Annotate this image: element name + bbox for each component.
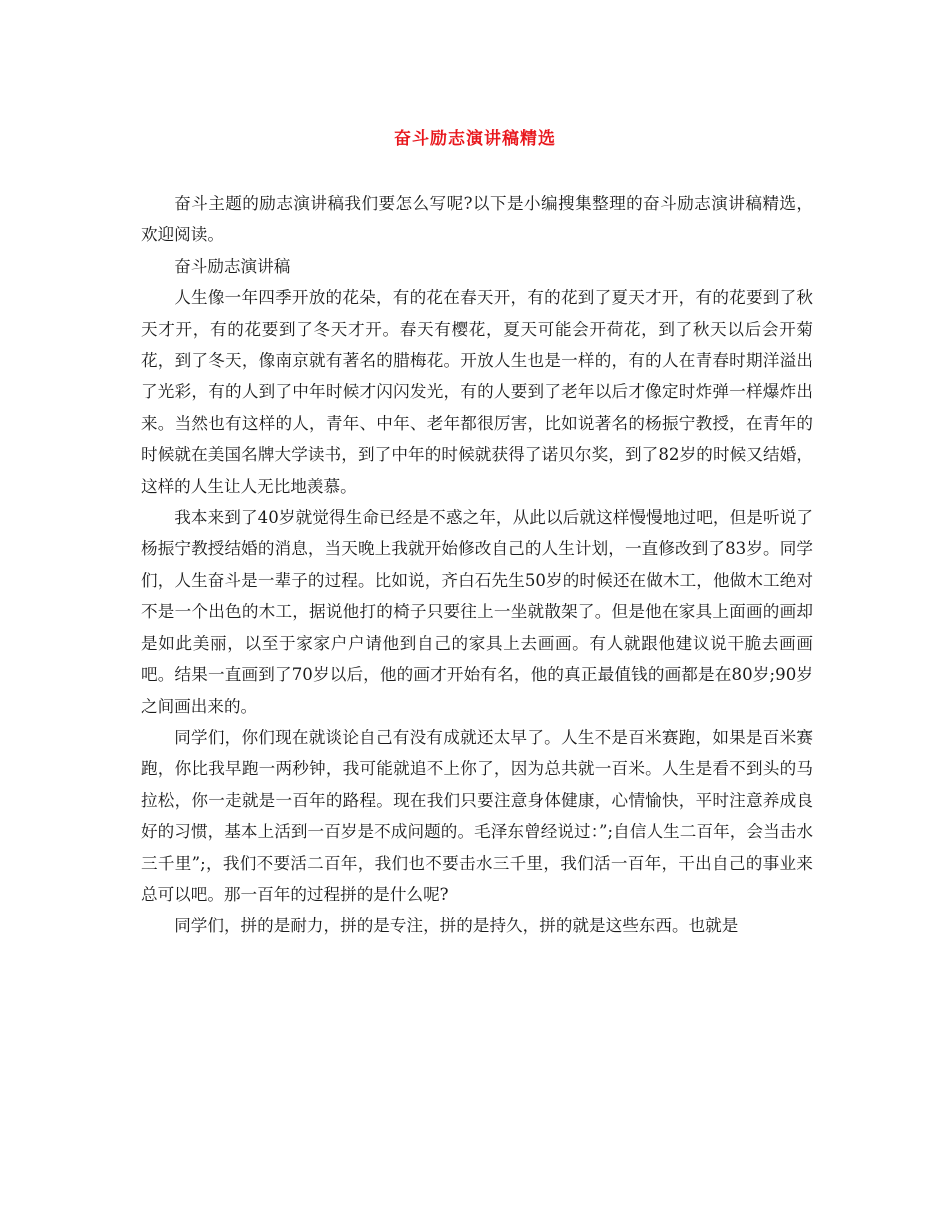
body-paragraph: 同学们，你们现在就谈论自己有没有成就还太早了。人生不是百米赛跑，如果是百米赛跑，你比我早跑一两秒钟，我可能就追不上你了，因为总共就一百米。人生是看不到头的马拉松，你一走就是一百年的路程。现在我们只要注意身体健康，心情愉快，平时注意养成良好的习惯，基本上活到一百岁是不成问题的。毛泽东曾经说过：”;自信人生二百年，会当击水三千里”;，我们不要活二百年，我们也不要击水三千里，我们活一百年，干出自己的事业来总可以吧。那一百年的过程拼的是什么呢?	[141, 727, 813, 904]
intro-paragraph: 奋斗主题的励志演讲稿我们要怎么写呢?以下是小编搜集整理的奋斗励志演讲稿精选，欢迎阅读。	[141, 194, 813, 245]
document-body	[141, 188, 813, 942]
body-paragraph: 人生像一年四季开放的花朵，有的花在春天开，有的花到了夏天才开，有的花要到了秋天才开，有的花要到了冬天才开。春天有樱花，夏天可能会开荷花，到了秋天以后会开菊花，到了冬天，像南京就有著名的腊梅花。开放人生也是一样的，有的人在青春时期洋溢出了光彩，有的人到了中年时候才闪闪发光，有的人要到了老年以后才像定时炸弹一样爆炸出来。当然也有这样的人，青年、中年、老年都很厉害，比如说著名的杨振宁教授，在青年的时候就在美国名牌大学读书，到了中年的时候就获得了诺贝尔奖，到了82岁的时候又结婚，这样的人生让人无比地羡慕。	[141, 288, 813, 496]
document-title: 奋斗励志演讲稿精选	[394, 129, 556, 149]
body-paragraph: 我本来到了40岁就觉得生命已经是不惑之年，从此以后就这样慢慢地过吧，但是听说了杨振宁教授结婚的消息，当天晚上我就开始修改自己的人生计划，一直修改到了83岁。同学们，人生奋斗是一辈子的过程。比如说，齐白石先生50岁的时候还在做木工，他做木工绝对不是一个出色的木工，据说他打的椅子只要往上一坐就散架了。但是他在家具上面画的画却是如此美丽，以至于家家户户请他到自己的家具上去画画。有人就跟他建议说干脆去画画吧。结果一直画到了70岁以后，他的画才开始有名，他的真正最值钱的画都是在80岁;90岁之间画出来的。	[141, 508, 813, 716]
body-paragraph: 同学们，拼的是耐力，拼的是专注，拼的是持久，拼的就是这些东西。也就是	[174, 916, 739, 936]
section-heading: 奋斗励志演讲稿	[174, 256, 291, 276]
